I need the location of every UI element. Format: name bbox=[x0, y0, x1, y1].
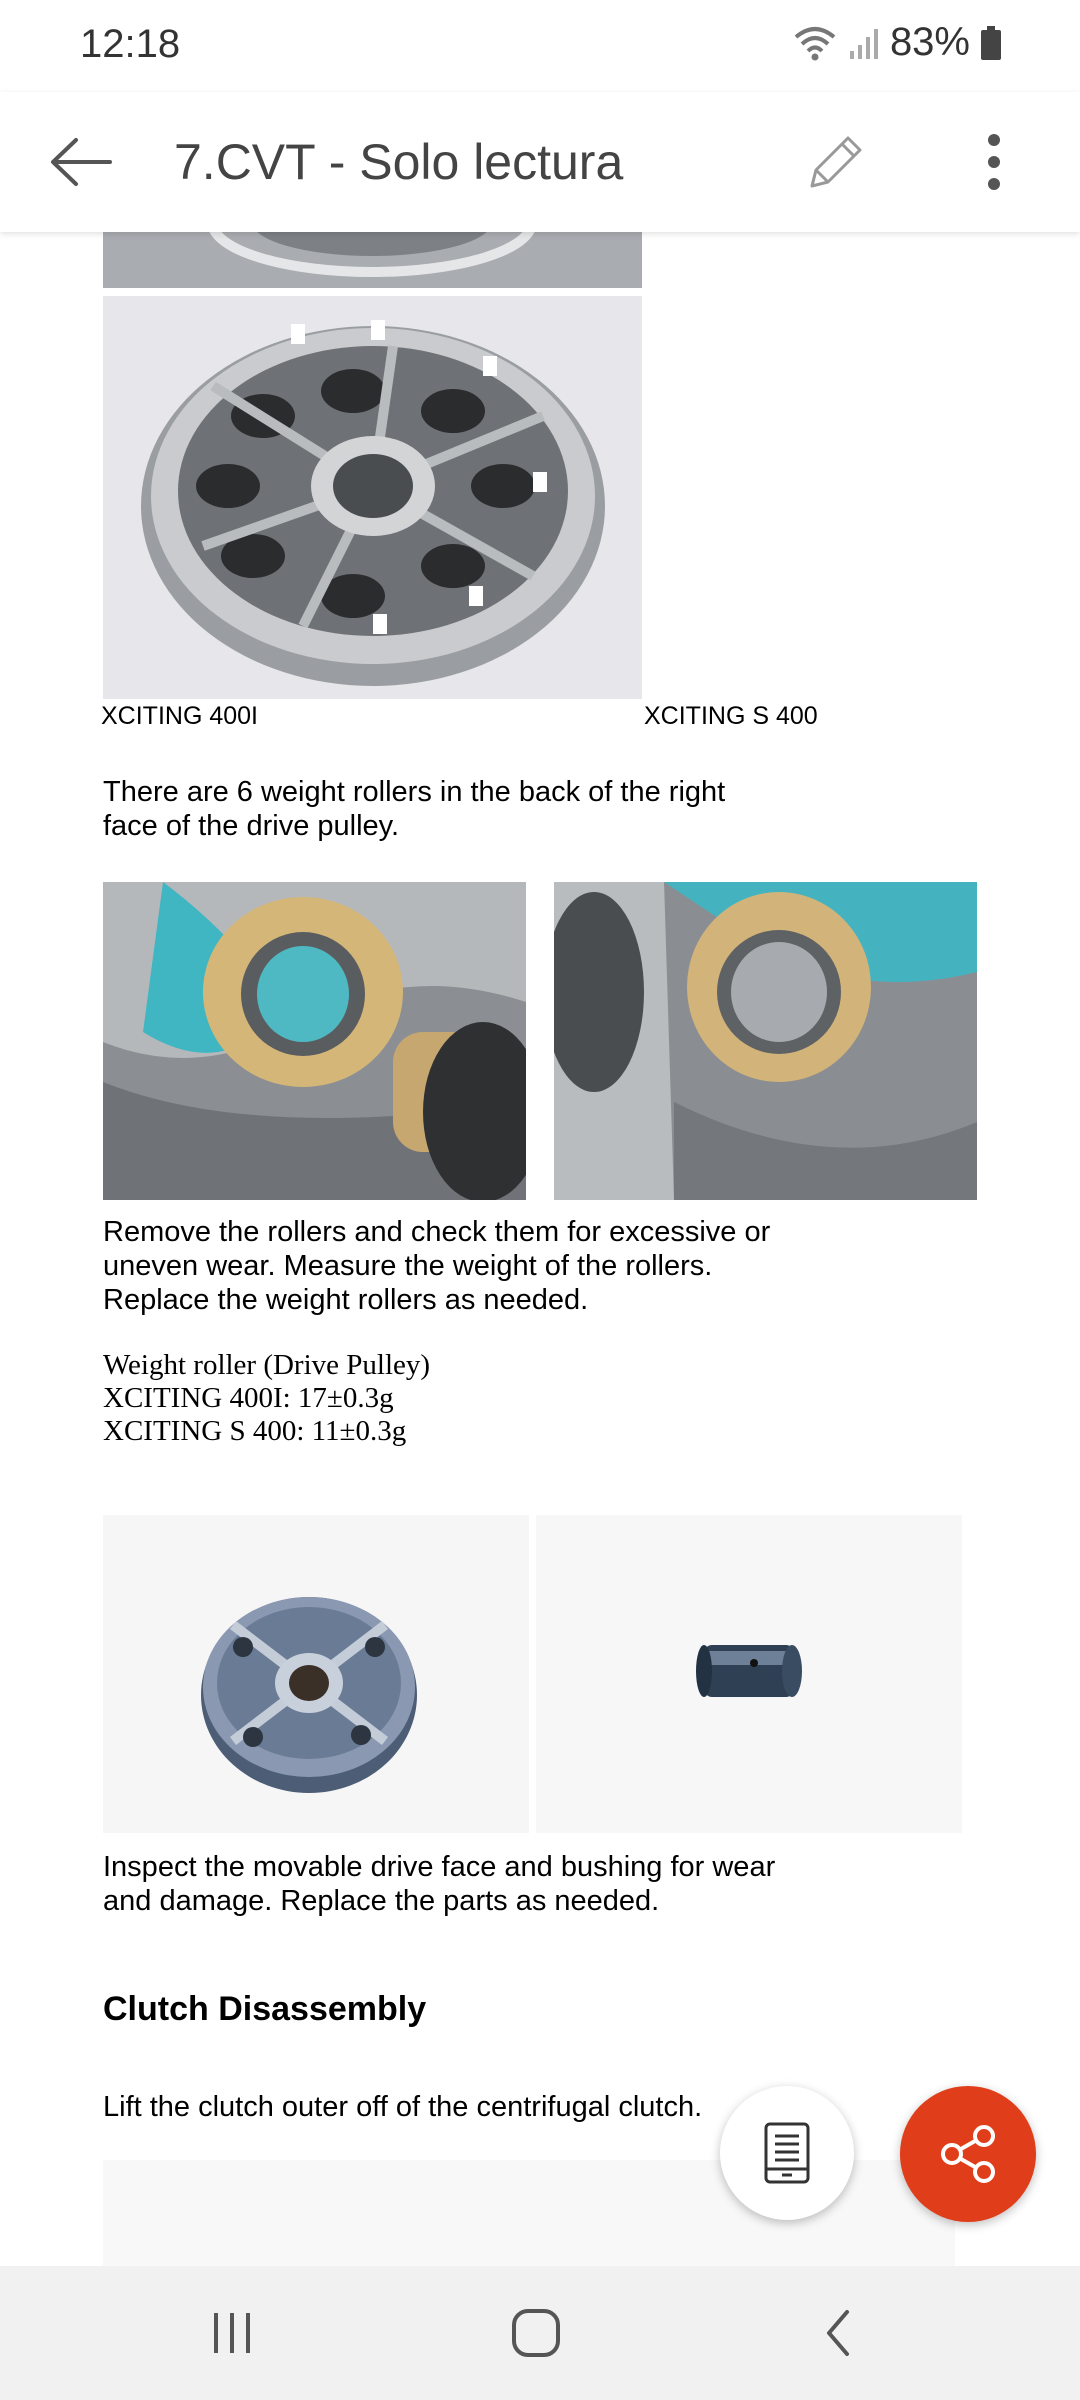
pencil-icon bbox=[804, 130, 868, 194]
caption-xciting-400i: XCITING 400I bbox=[101, 702, 258, 730]
nav-recents-button[interactable] bbox=[172, 2288, 292, 2378]
nav-home-button[interactable] bbox=[476, 2288, 596, 2378]
more-vert-icon bbox=[984, 132, 1004, 192]
status-icons bbox=[792, 20, 1002, 65]
share-icon bbox=[936, 2122, 1000, 2186]
more-options-button[interactable] bbox=[954, 118, 1034, 206]
movable-drive-face-photo bbox=[103, 1515, 529, 1833]
share-button[interactable] bbox=[900, 2086, 1036, 2222]
document-icon bbox=[762, 2121, 812, 2185]
caption-xciting-s400: XCITING S 400 bbox=[644, 702, 818, 730]
battery-icon bbox=[980, 25, 1002, 61]
signal-icon bbox=[848, 25, 880, 61]
bushing-photo bbox=[536, 1515, 962, 1833]
lift-clutch-text: Lift the clutch outer off of the centrifugal clutch. bbox=[103, 2091, 703, 2123]
arrow-left-icon bbox=[48, 137, 112, 187]
chevron-left-icon bbox=[823, 2308, 853, 2358]
remove-rollers-text: Remove the rollers and check them for excessive or uneven wear. Measure the weight of the rollers. Replace the weight rollers as needed. bbox=[103, 1216, 771, 1316]
status-time: 12:18 bbox=[80, 22, 181, 66]
roller-photo-left bbox=[103, 882, 526, 1200]
app-bar bbox=[0, 92, 1080, 232]
page-title: 7.CVT - Solo lectura bbox=[174, 134, 624, 190]
roller-photo-right bbox=[554, 882, 977, 1200]
weight-spec-text: Weight roller (Drive Pulley) XCITING 400I: 17±0.3g XCITING S 400: 11±0.3g bbox=[103, 1349, 431, 1447]
system-nav-bar bbox=[0, 2266, 1080, 2400]
nav-back-button[interactable] bbox=[778, 2288, 898, 2378]
document-content[interactable] bbox=[0, 232, 1080, 2266]
edit-button[interactable] bbox=[796, 118, 876, 206]
clutch-disassembly-heading: Clutch Disassembly bbox=[103, 1990, 427, 2028]
home-icon bbox=[511, 2308, 561, 2358]
drive-face-rollers-photo bbox=[103, 296, 642, 699]
wifi-icon bbox=[792, 23, 838, 63]
status-bar bbox=[0, 0, 1080, 92]
inspect-drive-face-text: Inspect the movable drive face and bushing for wear and damage. Replace the parts as needed. bbox=[103, 1851, 776, 1917]
back-button[interactable] bbox=[40, 118, 120, 206]
recents-icon bbox=[210, 2311, 254, 2355]
pulley-photo-partial bbox=[103, 232, 642, 288]
battery-percent: 83% bbox=[889, 20, 970, 64]
rollers-intro-text: There are 6 weight rollers in the back of the right face of the drive pulley. bbox=[103, 776, 726, 842]
reading-mode-button[interactable] bbox=[720, 2086, 854, 2220]
